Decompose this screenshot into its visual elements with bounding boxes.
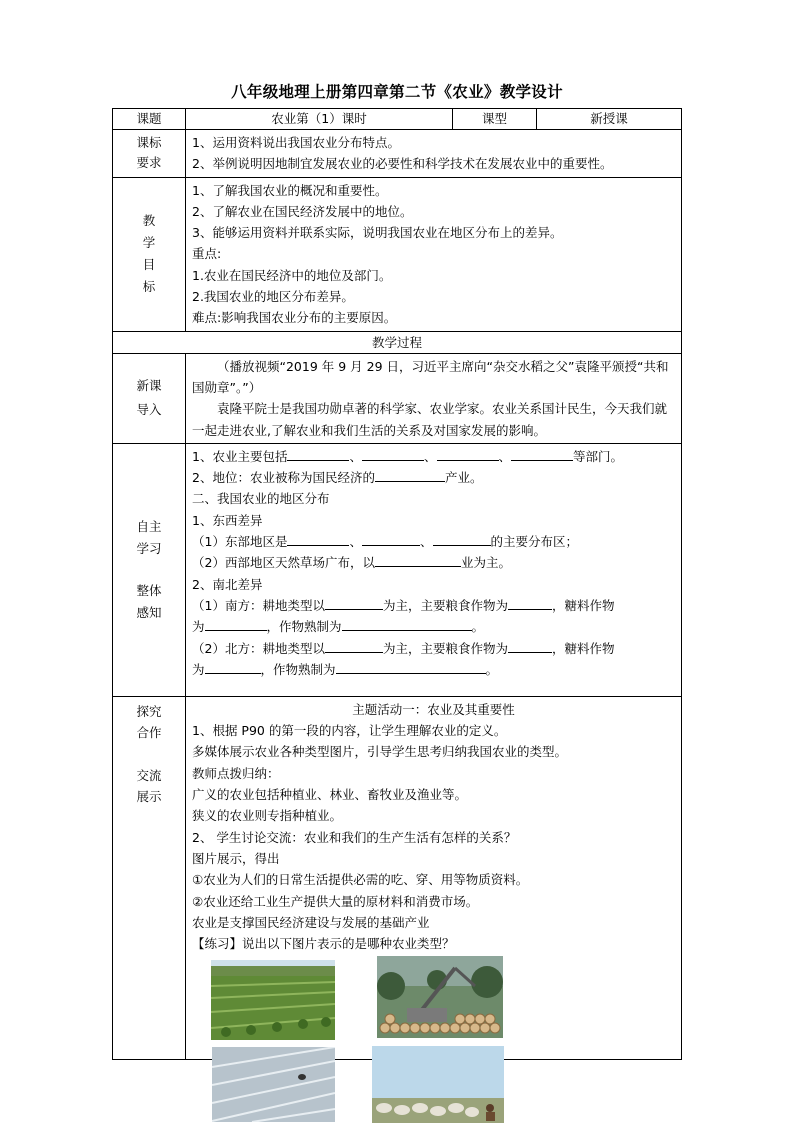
fill-line-north-2: 为 ，作物熟制为 。 <box>192 659 675 680</box>
explore-line: 多媒体展示农业各种类型图片，引导学生思考归纳我国农业的类型。 <box>192 744 568 760</box>
theme-heading: 主题活动一：农业及其重要性 <box>352 701 515 717</box>
process-title-row <box>113 331 682 353</box>
self-study-row <box>113 443 682 696</box>
answer-blank[interactable] <box>205 616 267 631</box>
objectives-row <box>113 177 682 331</box>
intro-paragraph-1: （播放视频“2019 年 9 月 29 日，习近平主席向“杂交水稻之父”袁隆平颁授“共和国勋章”。”） <box>192 358 669 395</box>
answer-blank[interactable] <box>287 531 349 546</box>
intro-row <box>113 353 682 443</box>
answer-blank[interactable] <box>325 638 383 653</box>
fill-line-south-2: 为 ，作物熟制为 。 <box>192 616 675 637</box>
answer-blank[interactable] <box>437 446 499 461</box>
objectives-content <box>186 177 682 331</box>
intro-content <box>186 353 682 443</box>
objective-item: 2、了解农业在国民经济发展中的地位。 <box>192 203 413 219</box>
answer-blank[interactable] <box>375 552 461 567</box>
answer-blank[interactable] <box>362 446 424 461</box>
type-label: 课型 <box>453 109 537 130</box>
explore-line: 广义的农业包括种植业、林业、畜牧业及渔业等。 <box>192 787 468 803</box>
standards-content <box>186 130 682 178</box>
explore-line: 农业是支撑国民经济建设与发展的基础产业 <box>192 914 430 930</box>
fill-line-east: （1）东部地区是 、 、 的主要分布区； <box>192 531 675 552</box>
topic-label: 课题 <box>113 109 186 130</box>
lesson-plan-table <box>112 108 682 1060</box>
answer-blank[interactable] <box>511 446 573 461</box>
type-value: 新授课 <box>537 109 682 130</box>
explore-line: 狭义的农业则专指种植业。 <box>192 808 343 824</box>
standard-item: 1、运用资料说出我国农业分布特点。 <box>192 135 400 150</box>
explore-line: ①农业为人们的日常生活提供必需的吃、穿、用等物质资料。 <box>192 872 529 888</box>
self-study-label: 自主 学习 整体 感知 <box>113 443 186 696</box>
answer-blank[interactable] <box>205 659 261 674</box>
subsection-heading: 2、南北差异 <box>192 576 263 592</box>
subsection-heading: 1、东西差异 <box>192 512 263 528</box>
explore-line: 1、根据 P90 的第一段的内容，让学生理解农业的定义。 <box>192 723 507 739</box>
self-study-content <box>186 443 682 696</box>
answer-blank[interactable] <box>287 446 349 461</box>
explore-line: 2、 学生讨论交流：农业和我们的生产生活有怎样的关系？ <box>192 829 517 845</box>
explore-label: 探究 合作 交流 展示 <box>113 696 186 1059</box>
process-title: 教学过程 <box>113 331 682 353</box>
difficulty-item: 难点:影响我国农业分布的主要原因。 <box>192 310 397 326</box>
page-title: 八年级地理上册第四章第二节《农业》教学设计 <box>231 83 563 101</box>
topic-value: 农业第（1）课时 <box>186 109 453 130</box>
answer-blank[interactable] <box>375 467 445 482</box>
farmland-photo <box>211 960 335 1040</box>
fish-farm-photo <box>212 1047 335 1122</box>
explore-line: ②农业还给工业生产提供大量的原材料和消费市场。 <box>192 893 479 909</box>
fill-line-north: （2）北方：耕地类型以 为主，主要粮食作物为 ，糖料作物 <box>192 638 675 659</box>
standards-label: 课标 要求 <box>113 130 186 178</box>
intro-label: 新课 导入 <box>113 353 186 443</box>
answer-blank[interactable] <box>433 531 491 546</box>
fill-line-status: 2、地位：农业被称为国民经济的 产业。 <box>192 467 675 488</box>
fill-line-south: （1）南方：耕地类型以 为主，主要粮食作物为 ，糖料作物 <box>192 595 675 616</box>
key-point-heading: 重点: <box>192 246 222 262</box>
answer-blank[interactable] <box>325 595 383 610</box>
header-row <box>113 109 682 130</box>
answer-blank[interactable] <box>508 638 552 653</box>
objective-item: 3、能够运用资料并联系实际，说明我国农业在地区分布上的差异。 <box>192 225 563 241</box>
standards-row <box>113 130 682 178</box>
livestock-photo <box>372 1046 504 1123</box>
practice-prompt: 【练习】说出以下图片表示的是哪种农业类型？ <box>192 936 455 952</box>
explore-row <box>113 696 682 1059</box>
fill-line-sectors: 1、农业主要包括 、 、 、 等部门。 <box>192 446 675 467</box>
fill-line-west: （2）西部地区天然草场广布，以 业为主。 <box>192 552 675 573</box>
objectives-label: 教 学 目 标 <box>113 177 186 331</box>
explore-line: 图片展示，得出 <box>192 850 280 866</box>
section-heading: 二、我国农业的地区分布 <box>192 491 330 507</box>
standard-item: 2、举例说明因地制宜发展农业的必要性和科学技术在发展农业中的重要性。 <box>192 156 613 172</box>
explore-content <box>186 696 682 1059</box>
answer-blank[interactable] <box>336 659 486 674</box>
explore-line: 教师点拨归纳： <box>192 765 280 781</box>
key-point-item: 2.我国农业的地区分布差异。 <box>192 289 354 305</box>
answer-blank[interactable] <box>362 531 420 546</box>
intro-paragraph-2: 袁隆平院士是我国功勋卓著的科学家、农业学家。农业关系国计民生，今天我们就一起走进农业,了解农业和我们生活的关系及对国家发展的影响。 <box>192 401 668 438</box>
objective-item: 1、了解我国农业的概况和重要性。 <box>192 182 388 198</box>
answer-blank[interactable] <box>508 595 552 610</box>
forestry-photo <box>377 956 503 1038</box>
key-point-item: 1.农业在国民经济中的地位及部门。 <box>192 267 392 283</box>
answer-blank[interactable] <box>342 616 472 631</box>
